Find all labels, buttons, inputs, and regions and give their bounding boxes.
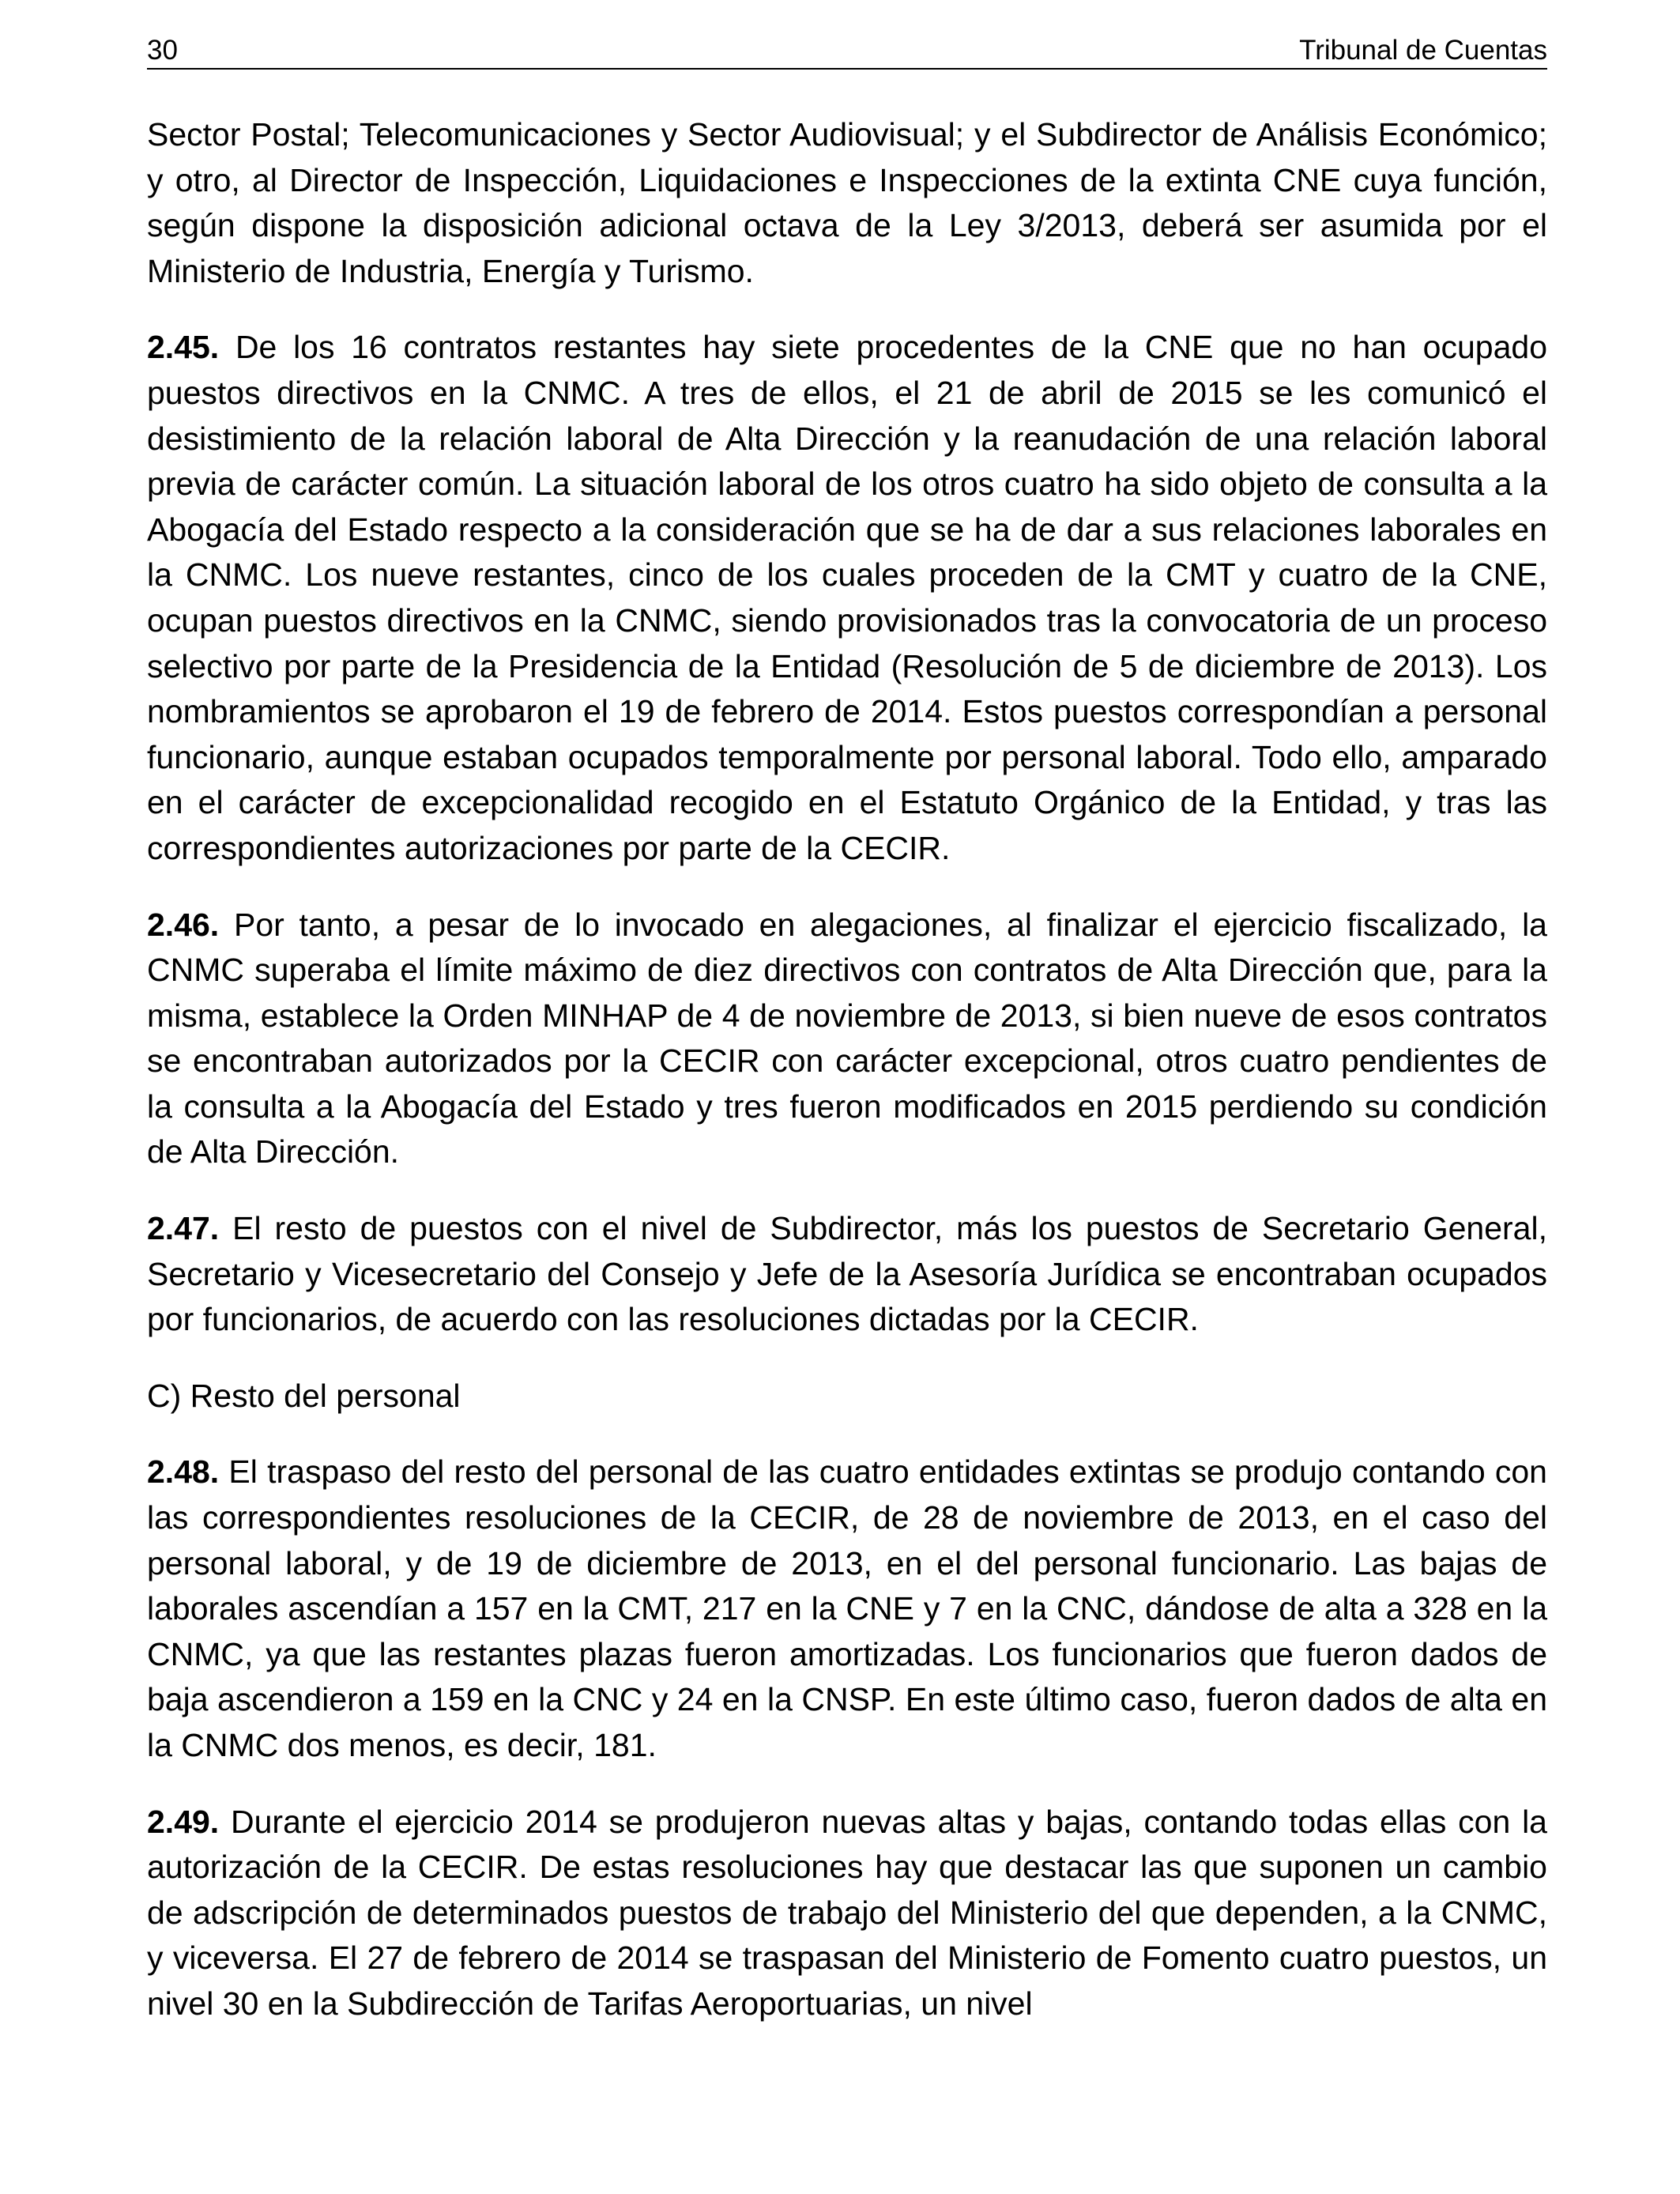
paragraph-continuation: Sector Postal; Telecomunicaciones y Sector Audiovisual; y el Subdirector de Análisis Económico; y otro, al Director de Inspección, Liquidaciones e Inspecciones de la extinta CNE cuya función, según dispone la disposición adicional octava de la Ley 3/2013, deberá ser asumida por el Ministerio de Industria, Energía y Turismo. — [147, 116, 1547, 289]
running-title: Tribunal de Cuentas — [1299, 35, 1547, 66]
paragraph-text: El traspaso del resto del personal de las cuatro entidades extintas se produjo contando con las correspondientes resoluciones de la CECIR, de 28 de noviembre de 2013, en el caso del personal laboral, y de 19 de diciembre de 2013, en el del personal funcionario. Las bajas de laborales ascendían a 157 en la CMT, 217 en la CNE y 7 en la CNC, dándose de alta a 328 en la CNMC, ya que las restantes plazas fueron amortizadas. Los funcionarios que fueron dados de baja ascendieron a 159 en la CNC y 24 en la CNSP. En este último caso, fueron dados de alta en la CNMC dos menos, es decir, 181. — [147, 1453, 1547, 1763]
paragraph-2-46 — [147, 903, 1547, 1176]
paragraph-number: 2.49. — [147, 1803, 220, 1840]
paragraph-2-47 — [147, 1206, 1547, 1343]
document-body — [147, 112, 1547, 2058]
page-number: 30 — [147, 35, 178, 66]
paragraph-text: Durante el ejercicio 2014 se produjeron nuevas altas y bajas, contando todas ellas con la autorización de la CECIR. De estas resoluciones hay que destacar las que suponen un cambio de adscripción de determinados puestos de trabajo del Ministerio del que dependen, a la CNMC, y viceversa. El 27 de febrero de 2014 se traspasan del Ministerio de Fomento cuatro puestos, un nivel 30 en la Subdirección de Tarifas Aeroportuarias, un nivel — [147, 1803, 1547, 2022]
paragraph-number: 2.48. — [147, 1453, 220, 1491]
paragraph-text: Por tanto, a pesar de lo invocado en alegaciones, al finalizar el ejercicio fiscalizado, la CNMC superaba el límite máximo de diez directivos con contratos de Alta Dirección que, para la misma, establece la Orden MINHAP de 4 de noviembre de 2013, si bien nueve de esos contratos se encontraban autorizados por la CECIR con carácter excepcional, otros cuatro pendientes de la consulta a la Abogacía del Estado y tres fueron modificados en 2015 perdiendo su condición de Alta Dirección. — [147, 906, 1547, 1171]
paragraph-text: El resto de puestos con el nivel de Subdirector, más los puestos de Secretario General, Secretario y Vicesecretario del Consejo y Jefe de la Asesoría Jurídica se encontraban ocupados por funcionarios, de acuerdo con las resoluciones dictadas por la CECIR. — [147, 1210, 1547, 1338]
section-heading: C) Resto del personal — [147, 1377, 461, 1414]
paragraph-number: 2.45. — [147, 329, 220, 366]
paragraph-number: 2.47. — [147, 1210, 220, 1247]
paragraph-number: 2.46. — [147, 906, 220, 943]
paragraph-2-45 — [147, 325, 1547, 871]
paragraph-2-48 — [147, 1449, 1547, 1768]
paragraph-2-49 — [147, 1800, 1547, 2027]
page-header — [147, 33, 1547, 70]
paragraph-text: De los 16 contratos restantes hay siete procedentes de la CNE que no han ocupado puestos directivos en la CNMC. A tres de ellos, el 21 de abril de 2015 se les comunicó el desistimiento de la relación laboral de Alta Dirección y la reanudación de una relación laboral previa de carácter común. La situación laboral de los otros cuatro ha sido objeto de consulta a la Abogacía del Estado respecto a la consideración que se ha de dar a sus relaciones laborales en la CNMC. Los nueve restantes, cinco de los cuales proceden de la CMT y cuatro de la CNE, ocupan puestos directivos en la CNMC, siendo provisionados tras la convocatoria de un proceso selectivo por parte de la Presidencia de la Entidad (Resolución de 5 de diciembre de 2013). Los nombramientos se aprobaron el 19 de febrero de 2014. Estos puestos correspondían a personal funcionario, aunque estaban ocupados temporalmente por personal laboral. Todo ello, amparado en el carácter de excepcionalidad recogido en el Estatuto Orgánico de la Entidad, y tras las correspondientes autorizaciones por parte de la CECIR. — [147, 329, 1547, 866]
